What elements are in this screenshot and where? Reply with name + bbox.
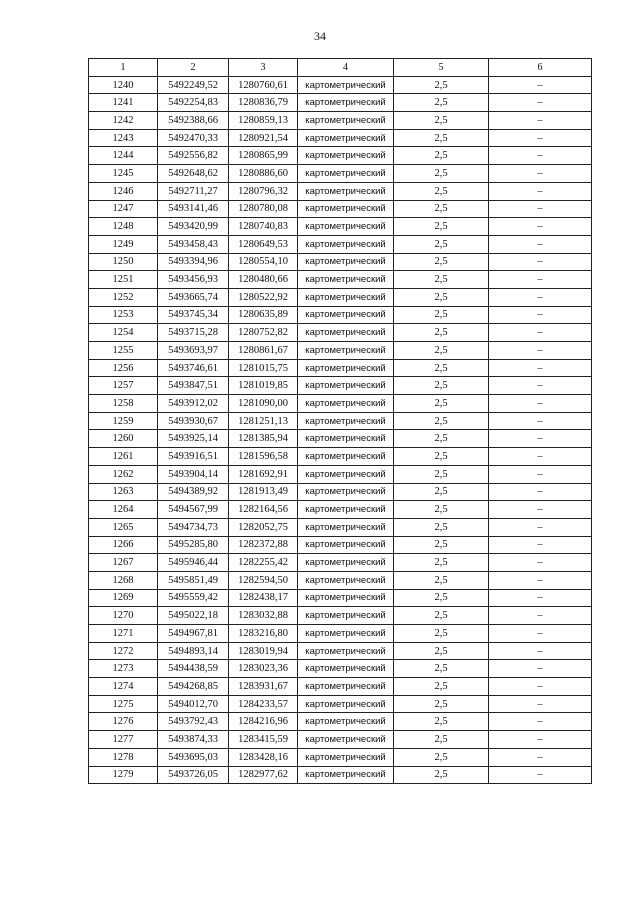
point-number-cell: 1268	[89, 571, 158, 589]
method-cell: картометрический	[298, 235, 394, 253]
table-row	[89, 448, 592, 466]
method-cell: картометрический	[298, 288, 394, 306]
table-row	[89, 94, 592, 112]
method-cell: картометрический	[298, 536, 394, 554]
y-coordinate-cell: 1283415,59	[229, 731, 298, 749]
point-number-cell: 1248	[89, 218, 158, 236]
point-number-cell: 1273	[89, 660, 158, 678]
method-cell: картометрический	[298, 200, 394, 218]
y-coordinate-cell: 1280649,53	[229, 235, 298, 253]
note-cell: –	[489, 94, 592, 112]
method-cell: картометрический	[298, 395, 394, 413]
y-coordinate-cell: 1283032,88	[229, 607, 298, 625]
method-cell: картометрический	[298, 430, 394, 448]
accuracy-cell: 2,5	[394, 412, 489, 430]
accuracy-cell: 2,5	[394, 625, 489, 643]
point-number-cell: 1269	[89, 589, 158, 607]
method-cell: картометрический	[298, 112, 394, 130]
x-coordinate-cell: 5492470,33	[158, 129, 229, 147]
x-coordinate-cell: 5493916,51	[158, 448, 229, 466]
column-header: 3	[229, 59, 298, 77]
note-cell: –	[489, 483, 592, 501]
accuracy-cell: 2,5	[394, 235, 489, 253]
accuracy-cell: 2,5	[394, 200, 489, 218]
x-coordinate-cell: 5495946,44	[158, 554, 229, 572]
point-number-cell: 1279	[89, 766, 158, 784]
y-coordinate-cell: 1280635,89	[229, 306, 298, 324]
x-coordinate-cell: 5494967,81	[158, 625, 229, 643]
y-coordinate-cell: 1280740,83	[229, 218, 298, 236]
table-row	[89, 518, 592, 536]
table-row	[89, 324, 592, 342]
method-cell: картометрический	[298, 731, 394, 749]
x-coordinate-cell: 5495559,42	[158, 589, 229, 607]
accuracy-cell: 2,5	[394, 483, 489, 501]
table-row	[89, 678, 592, 696]
accuracy-cell: 2,5	[394, 589, 489, 607]
x-coordinate-cell: 5493665,74	[158, 288, 229, 306]
x-coordinate-cell: 5493394,96	[158, 253, 229, 271]
table-row	[89, 129, 592, 147]
table-row	[89, 253, 592, 271]
note-cell: –	[489, 76, 592, 94]
point-number-cell: 1245	[89, 165, 158, 183]
x-coordinate-cell: 5493874,33	[158, 731, 229, 749]
table-row	[89, 288, 592, 306]
accuracy-cell: 2,5	[394, 253, 489, 271]
note-cell: –	[489, 377, 592, 395]
point-number-cell: 1249	[89, 235, 158, 253]
table-row	[89, 713, 592, 731]
note-cell: –	[489, 182, 592, 200]
method-cell: картометрический	[298, 342, 394, 360]
table-row	[89, 395, 592, 413]
method-cell: картометрический	[298, 660, 394, 678]
table-row	[89, 359, 592, 377]
page-number: 34	[314, 29, 326, 43]
point-number-cell: 1270	[89, 607, 158, 625]
point-number-cell: 1267	[89, 554, 158, 572]
y-coordinate-cell: 1284233,57	[229, 695, 298, 713]
point-number-cell: 1275	[89, 695, 158, 713]
y-coordinate-cell: 1282438,17	[229, 589, 298, 607]
table-row	[89, 554, 592, 572]
point-number-cell: 1276	[89, 713, 158, 731]
table-row	[89, 218, 592, 236]
table-row	[89, 306, 592, 324]
x-coordinate-cell: 5492711,27	[158, 182, 229, 200]
accuracy-cell: 2,5	[394, 731, 489, 749]
note-cell: –	[489, 660, 592, 678]
x-coordinate-cell: 5493930,67	[158, 412, 229, 430]
y-coordinate-cell: 1280836,79	[229, 94, 298, 112]
table-row	[89, 748, 592, 766]
note-cell: –	[489, 571, 592, 589]
point-number-cell: 1261	[89, 448, 158, 466]
x-coordinate-cell: 5494012,70	[158, 695, 229, 713]
method-cell: картометрический	[298, 218, 394, 236]
x-coordinate-cell: 5492388,66	[158, 112, 229, 130]
x-coordinate-cell: 5494567,99	[158, 501, 229, 519]
note-cell: –	[489, 625, 592, 643]
y-coordinate-cell: 1282594,50	[229, 571, 298, 589]
table-row	[89, 182, 592, 200]
table-row	[89, 76, 592, 94]
y-coordinate-cell: 1281090,00	[229, 395, 298, 413]
table-row	[89, 271, 592, 289]
note-cell: –	[489, 147, 592, 165]
point-number-cell: 1278	[89, 748, 158, 766]
note-cell: –	[489, 395, 592, 413]
note-cell: –	[489, 129, 592, 147]
table-row	[89, 412, 592, 430]
column-header: 6	[489, 59, 592, 77]
point-number-cell: 1262	[89, 465, 158, 483]
table-header-row	[89, 59, 592, 77]
method-cell: картометрический	[298, 766, 394, 784]
table-row	[89, 147, 592, 165]
note-cell: –	[489, 695, 592, 713]
method-cell: картометрический	[298, 695, 394, 713]
y-coordinate-cell: 1281251,13	[229, 412, 298, 430]
y-coordinate-cell: 1281913,49	[229, 483, 298, 501]
accuracy-cell: 2,5	[394, 607, 489, 625]
point-number-cell: 1240	[89, 76, 158, 94]
y-coordinate-cell: 1280861,67	[229, 342, 298, 360]
method-cell: картометрический	[298, 642, 394, 660]
x-coordinate-cell: 5494893,14	[158, 642, 229, 660]
x-coordinate-cell: 5493420,99	[158, 218, 229, 236]
accuracy-cell: 2,5	[394, 571, 489, 589]
accuracy-cell: 2,5	[394, 678, 489, 696]
x-coordinate-cell: 5494734,73	[158, 518, 229, 536]
note-cell: –	[489, 748, 592, 766]
accuracy-cell: 2,5	[394, 642, 489, 660]
accuracy-cell: 2,5	[394, 306, 489, 324]
x-coordinate-cell: 5493456,93	[158, 271, 229, 289]
table-row	[89, 430, 592, 448]
method-cell: картометрический	[298, 713, 394, 731]
table-row	[89, 465, 592, 483]
table-row	[89, 377, 592, 395]
note-cell: –	[489, 554, 592, 572]
table-row	[89, 536, 592, 554]
table-row	[89, 112, 592, 130]
x-coordinate-cell: 5494438,59	[158, 660, 229, 678]
method-cell: картометрический	[298, 147, 394, 165]
x-coordinate-cell: 5494268,85	[158, 678, 229, 696]
point-number-cell: 1256	[89, 359, 158, 377]
accuracy-cell: 2,5	[394, 695, 489, 713]
method-cell: картометрический	[298, 448, 394, 466]
note-cell: –	[489, 235, 592, 253]
x-coordinate-cell: 5493745,34	[158, 306, 229, 324]
method-cell: картометрический	[298, 253, 394, 271]
y-coordinate-cell: 1280780,08	[229, 200, 298, 218]
x-coordinate-cell: 5493925,14	[158, 430, 229, 448]
y-coordinate-cell: 1281596,58	[229, 448, 298, 466]
table-row	[89, 571, 592, 589]
y-coordinate-cell: 1280480,66	[229, 271, 298, 289]
x-coordinate-cell: 5495851,49	[158, 571, 229, 589]
y-coordinate-cell: 1280865,99	[229, 147, 298, 165]
note-cell: –	[489, 448, 592, 466]
table-row	[89, 625, 592, 643]
table-row	[89, 501, 592, 519]
method-cell: картометрический	[298, 165, 394, 183]
point-number-cell: 1242	[89, 112, 158, 130]
accuracy-cell: 2,5	[394, 94, 489, 112]
point-number-cell: 1263	[89, 483, 158, 501]
table-row	[89, 165, 592, 183]
x-coordinate-cell: 5493726,05	[158, 766, 229, 784]
accuracy-cell: 2,5	[394, 112, 489, 130]
method-cell: картометрический	[298, 76, 394, 94]
accuracy-cell: 2,5	[394, 554, 489, 572]
note-cell: –	[489, 288, 592, 306]
method-cell: картометрический	[298, 501, 394, 519]
accuracy-cell: 2,5	[394, 359, 489, 377]
table-row	[89, 766, 592, 784]
table-row	[89, 695, 592, 713]
accuracy-cell: 2,5	[394, 448, 489, 466]
x-coordinate-cell: 5492648,62	[158, 165, 229, 183]
method-cell: картометрический	[298, 607, 394, 625]
y-coordinate-cell: 1280752,82	[229, 324, 298, 342]
point-number-cell: 1250	[89, 253, 158, 271]
table-row	[89, 342, 592, 360]
note-cell: –	[489, 200, 592, 218]
accuracy-cell: 2,5	[394, 501, 489, 519]
method-cell: картометрический	[298, 182, 394, 200]
point-number-cell: 1244	[89, 147, 158, 165]
note-cell: –	[489, 607, 592, 625]
accuracy-cell: 2,5	[394, 182, 489, 200]
point-number-cell: 1255	[89, 342, 158, 360]
method-cell: картометрический	[298, 306, 394, 324]
method-cell: картометрический	[298, 465, 394, 483]
y-coordinate-cell: 1280796,32	[229, 182, 298, 200]
point-number-cell: 1258	[89, 395, 158, 413]
note-cell: –	[489, 642, 592, 660]
column-header: 5	[394, 59, 489, 77]
x-coordinate-cell: 5493141,46	[158, 200, 229, 218]
x-coordinate-cell: 5495285,80	[158, 536, 229, 554]
y-coordinate-cell: 1284216,96	[229, 713, 298, 731]
y-coordinate-cell: 1281015,75	[229, 359, 298, 377]
y-coordinate-cell: 1283428,16	[229, 748, 298, 766]
note-cell: –	[489, 359, 592, 377]
point-number-cell: 1264	[89, 501, 158, 519]
x-coordinate-cell: 5492254,83	[158, 94, 229, 112]
accuracy-cell: 2,5	[394, 218, 489, 236]
y-coordinate-cell: 1280859,13	[229, 112, 298, 130]
note-cell: –	[489, 430, 592, 448]
point-number-cell: 1259	[89, 412, 158, 430]
y-coordinate-cell: 1280886,60	[229, 165, 298, 183]
point-number-cell: 1260	[89, 430, 158, 448]
point-number-cell: 1257	[89, 377, 158, 395]
point-number-cell: 1274	[89, 678, 158, 696]
column-header: 1	[89, 59, 158, 77]
y-coordinate-cell: 1282255,42	[229, 554, 298, 572]
x-coordinate-cell: 5493792,43	[158, 713, 229, 731]
note-cell: –	[489, 589, 592, 607]
point-number-cell: 1253	[89, 306, 158, 324]
x-coordinate-cell: 5492249,52	[158, 76, 229, 94]
table-row	[89, 483, 592, 501]
table-row	[89, 235, 592, 253]
accuracy-cell: 2,5	[394, 536, 489, 554]
accuracy-cell: 2,5	[394, 748, 489, 766]
method-cell: картометрический	[298, 94, 394, 112]
note-cell: –	[489, 412, 592, 430]
note-cell: –	[489, 342, 592, 360]
point-number-cell: 1277	[89, 731, 158, 749]
point-number-cell: 1243	[89, 129, 158, 147]
table-row	[89, 642, 592, 660]
accuracy-cell: 2,5	[394, 430, 489, 448]
column-header: 4	[298, 59, 394, 77]
point-number-cell: 1266	[89, 536, 158, 554]
note-cell: –	[489, 678, 592, 696]
accuracy-cell: 2,5	[394, 713, 489, 731]
y-coordinate-cell: 1283023,36	[229, 660, 298, 678]
point-number-cell: 1271	[89, 625, 158, 643]
y-coordinate-cell: 1282052,75	[229, 518, 298, 536]
note-cell: –	[489, 713, 592, 731]
method-cell: картометрический	[298, 678, 394, 696]
y-coordinate-cell: 1281019,85	[229, 377, 298, 395]
note-cell: –	[489, 306, 592, 324]
x-coordinate-cell: 5493847,51	[158, 377, 229, 395]
y-coordinate-cell: 1280554,10	[229, 253, 298, 271]
y-coordinate-cell: 1280522,92	[229, 288, 298, 306]
note-cell: –	[489, 465, 592, 483]
method-cell: картометрический	[298, 625, 394, 643]
y-coordinate-cell: 1280921,54	[229, 129, 298, 147]
x-coordinate-cell: 5493746,61	[158, 359, 229, 377]
method-cell: картометрический	[298, 271, 394, 289]
y-coordinate-cell: 1283019,94	[229, 642, 298, 660]
x-coordinate-cell: 5493904,14	[158, 465, 229, 483]
y-coordinate-cell: 1281385,94	[229, 430, 298, 448]
accuracy-cell: 2,5	[394, 395, 489, 413]
x-coordinate-cell: 5493458,43	[158, 235, 229, 253]
table-body	[89, 76, 592, 784]
note-cell: –	[489, 165, 592, 183]
note-cell: –	[489, 501, 592, 519]
method-cell: картометрический	[298, 554, 394, 572]
note-cell: –	[489, 518, 592, 536]
point-number-cell: 1252	[89, 288, 158, 306]
point-number-cell: 1265	[89, 518, 158, 536]
method-cell: картометрический	[298, 748, 394, 766]
accuracy-cell: 2,5	[394, 147, 489, 165]
y-coordinate-cell: 1282977,62	[229, 766, 298, 784]
accuracy-cell: 2,5	[394, 342, 489, 360]
accuracy-cell: 2,5	[394, 465, 489, 483]
method-cell: картометрический	[298, 571, 394, 589]
accuracy-cell: 2,5	[394, 165, 489, 183]
x-coordinate-cell: 5493715,28	[158, 324, 229, 342]
x-coordinate-cell: 5494389,92	[158, 483, 229, 501]
point-number-cell: 1272	[89, 642, 158, 660]
y-coordinate-cell: 1283931,67	[229, 678, 298, 696]
coordinates-table	[88, 58, 592, 784]
table-row	[89, 731, 592, 749]
note-cell: –	[489, 324, 592, 342]
table-row	[89, 660, 592, 678]
table-row	[89, 200, 592, 218]
note-cell: –	[489, 271, 592, 289]
table-row	[89, 607, 592, 625]
y-coordinate-cell: 1280760,61	[229, 76, 298, 94]
accuracy-cell: 2,5	[394, 518, 489, 536]
y-coordinate-cell: 1281692,91	[229, 465, 298, 483]
note-cell: –	[489, 731, 592, 749]
note-cell: –	[489, 253, 592, 271]
y-coordinate-cell: 1282164,56	[229, 501, 298, 519]
accuracy-cell: 2,5	[394, 271, 489, 289]
x-coordinate-cell: 5493695,03	[158, 748, 229, 766]
method-cell: картометрический	[298, 412, 394, 430]
accuracy-cell: 2,5	[394, 288, 489, 306]
accuracy-cell: 2,5	[394, 129, 489, 147]
method-cell: картометрический	[298, 483, 394, 501]
method-cell: картометрический	[298, 359, 394, 377]
method-cell: картометрический	[298, 589, 394, 607]
accuracy-cell: 2,5	[394, 76, 489, 94]
y-coordinate-cell: 1282372,88	[229, 536, 298, 554]
method-cell: картометрический	[298, 377, 394, 395]
accuracy-cell: 2,5	[394, 660, 489, 678]
point-number-cell: 1247	[89, 200, 158, 218]
column-header: 2	[158, 59, 229, 77]
point-number-cell: 1254	[89, 324, 158, 342]
method-cell: картометрический	[298, 324, 394, 342]
point-number-cell: 1251	[89, 271, 158, 289]
note-cell: –	[489, 766, 592, 784]
accuracy-cell: 2,5	[394, 766, 489, 784]
note-cell: –	[489, 536, 592, 554]
accuracy-cell: 2,5	[394, 377, 489, 395]
method-cell: картометрический	[298, 129, 394, 147]
point-number-cell: 1241	[89, 94, 158, 112]
method-cell: картометрический	[298, 518, 394, 536]
table-row	[89, 589, 592, 607]
x-coordinate-cell: 5495022,18	[158, 607, 229, 625]
note-cell: –	[489, 218, 592, 236]
point-number-cell: 1246	[89, 182, 158, 200]
accuracy-cell: 2,5	[394, 324, 489, 342]
note-cell: –	[489, 112, 592, 130]
x-coordinate-cell: 5493693,97	[158, 342, 229, 360]
x-coordinate-cell: 5492556,82	[158, 147, 229, 165]
y-coordinate-cell: 1283216,80	[229, 625, 298, 643]
x-coordinate-cell: 5493912,02	[158, 395, 229, 413]
